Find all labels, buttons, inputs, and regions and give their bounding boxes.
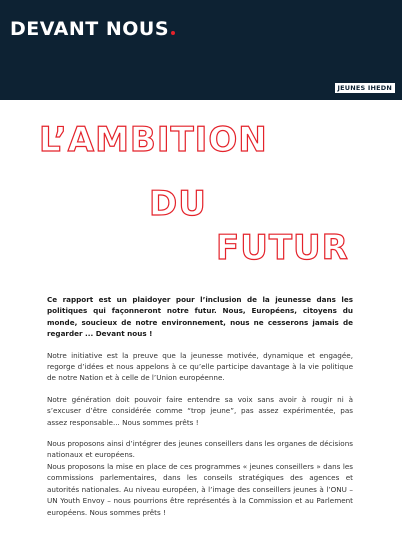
paragraph-2: Notre génération doit pouvoir faire entendre sa voix sans avoir à rougir ni à s’excuser d’être considérée comme “trop jeune”, pas assez expérimentée, pas assez responsable... Nous sommes prêts !	[47, 394, 353, 427]
title-line-1: L’AMBITION	[39, 120, 268, 160]
brand-dot-icon	[171, 31, 175, 35]
title-line-2: DU	[149, 184, 207, 224]
paragraph-1: Notre initiative est la preuve que la jeunesse motivée, dynamique et engagée, regorge d’idées et nous appelons à ce qu’elle participe davantage à la vie politique de notre Nation et à celle de l’Union européenne.	[47, 350, 353, 383]
paragraph-3: Nous proposons ainsi d’intégrer des jeunes conseillers dans les organes de décisions nationaux et européens.	[47, 439, 353, 460]
header-banner	[0, 0, 402, 100]
body-text	[47, 294, 353, 528]
paragraph-4: Nous proposons la mise en place de ces programmes « jeunes conseillers » dans les commissions parlementaires, dans les conseils stratégiques des agences et autorités nationales. Au niveau européen, à l’image des conseillers jeunes à l’ONU – UN Youth Envoy – nous pourrions être représentés à la Commission et au Parlement européens. Nous sommes prêts !	[47, 461, 353, 517]
title-line-3: FUTUR	[216, 228, 349, 268]
badge-label: JEUNES IHEDN	[335, 83, 396, 93]
intro-paragraph: Ce rapport est un plaidoyer pour l’inclusion de la jeunesse dans les politiques qui façonneront notre futur. Nous, Européens, citoyens du monde, soucieux de notre environnement, nous ne cesserons jamais de regarder ... Devant nous !	[47, 295, 353, 339]
brand-name: DEVANT NOUS	[10, 18, 170, 40]
brand-logo	[10, 18, 175, 40]
